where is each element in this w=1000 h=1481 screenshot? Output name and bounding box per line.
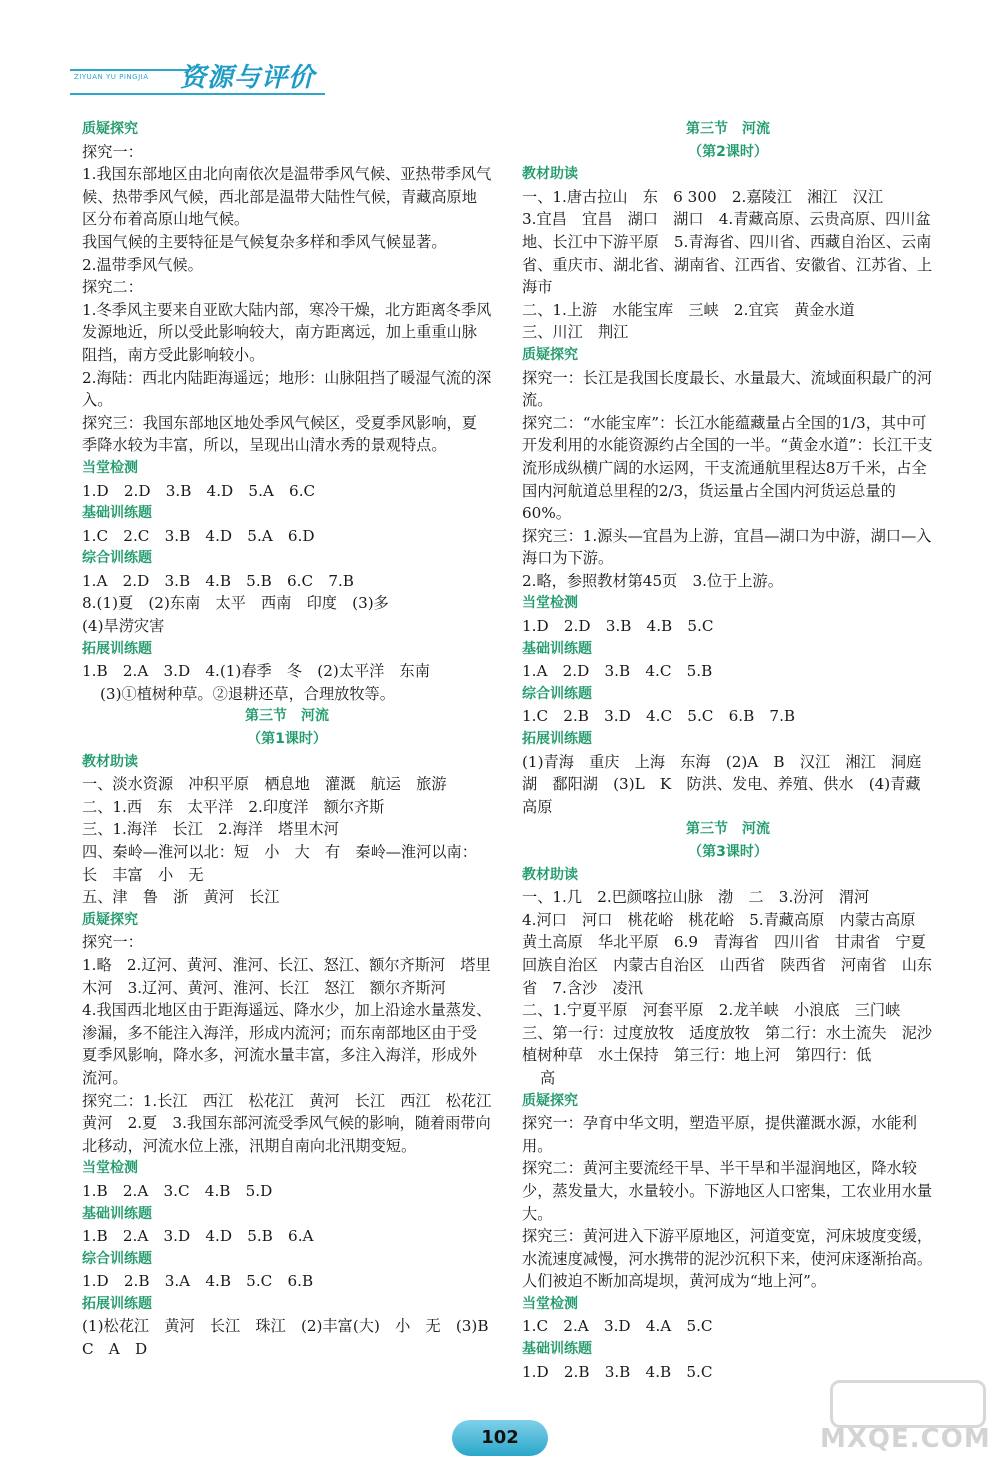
answer-line: 1.A 2.D 3.B 4.B 5.B 6.C 7.B [82, 571, 354, 590]
section-label: 综合训练题 [522, 685, 592, 702]
answer-line: 二、1.宁夏平原 河套平原 2.龙羊峡 小浪底 三门峡 [522, 1001, 901, 1020]
answer-line: 1.B 2.A 3.D 4.(1)春季 冬 (2)太平洋 东南 [82, 662, 430, 681]
section-label: 基础训练题 [82, 1205, 152, 1222]
answer-line: 探究三：我国东部地区地处季风气候区，受夏季风影响，夏季降水较为丰富，所以，呈现出山清水秀的景观特点。 [82, 413, 477, 455]
left-column [82, 118, 507, 1361]
answer-line: 1.A 2.D 3.B 4.C 5.B [522, 662, 713, 681]
answer-line: 探究一： [82, 933, 143, 952]
answer-line: (4)旱涝灾害 [82, 617, 165, 636]
answer-line: 探究二：黄河主要流经干旱、半干旱和半湿润地区，降水较少，蒸发量大，水量较小。下游地区人口密集，工农业用水量大。 [522, 1159, 933, 1223]
answer-line: 4.我国西北地区由于距海遥远、降水少，加上沿途水量蒸发、渗漏，多不能注入海洋，形成内流河；而东南部地区由于受夏季风影响，降水多，河流水量丰富，多注入海洋，形成外流河。 [82, 1001, 492, 1087]
answer-line: 8.(1)夏 (2)东南 太平 西南 印度 (3)多 [82, 594, 389, 613]
answer-line: 探究一：孕育中华文明，塑造平原，提供灌溉水源，水能利用。 [522, 1114, 917, 1155]
answer-line: 探究三：黄河进入下游平原地区，河道变宽，河床坡度变缓，水流速度减慢，河水携带的泥沙沉积下来，使河床逐渐抬高。人们被迫不断加高堤坝，黄河成为“地上河”。 [522, 1227, 933, 1291]
watermark-text: MXQE.COM [820, 1424, 991, 1454]
answer-line: 1.D 2.B 3.A 4.B 5.C 6.B [82, 1272, 314, 1291]
answer-line: 一、淡水资源 冲积平原 栖息地 灌溉 航运 旅游 [82, 775, 447, 794]
chapter-heading: （第1课时） [247, 731, 327, 748]
answer-line: 3.宜昌 宜昌 湖口 湖口 4.青藏高原、云贵高原、四川盆地、长江中下游平原 5.青海省、四川省、西藏自治区、云南省、重庆市、湖北省、湖南省、江西省、安徽省、江苏省、上海市 [522, 210, 933, 297]
answer-line: 1.C 2.A 3.D 4.A 5.C [522, 1317, 713, 1336]
section-label: 基础训练题 [82, 505, 152, 522]
answer-line: 二、1.西 东 太平洋 2.印度洋 额尔齐斯 [82, 797, 385, 816]
answer-line: 一、1.几 2.巴颜喀拉山脉 渤 二 3.汾河 渭河 [522, 888, 870, 907]
section-label: 拓展训练题 [82, 640, 152, 657]
section-label: 教材助读 [522, 166, 578, 183]
section-label: 综合训练题 [82, 1250, 152, 1267]
section-label: 当堂检测 [522, 595, 578, 612]
answer-line: 三、1.海洋 长江 2.海洋 塔里木河 [82, 820, 339, 839]
answer-line: 1.C 2.C 3.B 4.D 5.A 6.D [82, 526, 315, 545]
answer-line: 4.河口 河口 桃花峪 桃花峪 5.青藏高原 内蒙古高原 黄土高原 华北平原 6.9 青海省 四川省 甘肃省 宁夏回族自治区 内蒙古自治区 山西省 陕西省 河南省 山东省 7.含沙 凌汛 [522, 910, 933, 997]
section-label: 基础训练题 [522, 640, 592, 657]
chapter-heading: 第三节 河流 [686, 121, 770, 137]
section-label: 当堂检测 [522, 1295, 578, 1312]
answer-line: 1.我国东部地区由北向南依次是温带季风气候、亚热带季风气候、热带季风气候，西北部是温带大陆性气候，青藏高原地区分布着高原山地气候。 [82, 165, 492, 229]
section-label: 教材助读 [82, 753, 138, 770]
answer-line: 2.温带季风气候。 [82, 255, 203, 274]
answer-line: 探究二：“水能宝库”：长江水能蕴藏量占全国的1/3，其中可开发利用的水能资源约占全国的一半。“黄金水道”：长江干支流形成纵横广阔的水运网，干支流通航里程达8万千米，占全国内河航道总里程的2/3，货运量占全国内河货运总量的60%。 [522, 413, 933, 523]
answer-line: (1)松花江 黄河 长江 珠江 (2)丰富(大) 小 无 (3)B C A D [82, 1317, 504, 1359]
watermark-box [830, 1380, 986, 1428]
answer-line: 2.略，参照教材第45页 3.位于上游。 [522, 571, 783, 590]
header-underline [70, 93, 325, 95]
page-header [70, 55, 330, 100]
answer-line: 1.D 2.D 3.B 4.B 5.C [522, 617, 714, 636]
answer-line: 探究三：1.源头—宜昌为上游，宜昌—湖口为中游，湖口—入海口为下游。 [522, 526, 932, 568]
section-label: 质疑探究 [82, 911, 138, 928]
answer-line: 探究二：1.长江 西江 松花江 黄河 长江 西江 松花江 黄河 2.夏 3.我国东部河流受季风气候的影响，随着雨带向北移动，河流水位上涨，汛期自南向北汛期变短。 [82, 1091, 507, 1155]
section-label: 当堂检测 [82, 1160, 138, 1177]
section-label: 拓展训练题 [522, 731, 592, 748]
answer-line: 探究二： [82, 278, 143, 297]
answer-line: 1.D 2.D 3.B 4.D 5.A 6.C [82, 481, 316, 500]
answer-line: 高 [540, 1068, 556, 1087]
answer-line: 一、1.唐古拉山 东 6 300 2.嘉陵江 湘江 汉江 [522, 187, 884, 206]
chapter-heading: （第3课时） [688, 844, 768, 860]
section-label: 基础训练题 [522, 1341, 592, 1358]
section-label: 质疑探究 [522, 346, 578, 363]
chapter-heading: 第三节 河流 [686, 821, 770, 838]
header-arrow-line [70, 69, 190, 71]
page-number: 102 [452, 1420, 548, 1456]
answer-line: 二、1.上游 水能宝库 三峡 2.宜宾 黄金水道 [522, 300, 855, 319]
section-label: 拓展训练题 [82, 1295, 152, 1312]
right-column [522, 118, 948, 1383]
section-label: 质疑探究 [522, 1092, 578, 1109]
answer-line: 探究一： [82, 142, 143, 161]
answer-line: 1.C 2.B 3.D 4.C 5.C 6.B 7.B [522, 707, 796, 726]
section-label: 综合训练题 [82, 550, 152, 567]
answer-line: 1.略 2.辽河、黄河、淮河、长江、怒江、额尔齐斯河 塔里木河 3.辽河、黄河、淮河、长江 怒江 额尔齐斯河 [82, 955, 491, 997]
answer-line: (3)①植树种草。②退耕还草，合理放牧等。 [100, 684, 395, 703]
answer-line: 三、川江 荆江 [522, 323, 629, 342]
answer-line: 1.冬季风主要来自亚欧大陆内部，寒冷干燥，北方距离冬季风发源地近，所以受此影响较大，南方距离远，加上重重山脉阻挡，南方受此影响较小。 [82, 300, 492, 364]
section-label: 教材助读 [522, 866, 578, 883]
watermark-logo [820, 1380, 990, 1470]
answer-line: 我国气候的主要特征是气候复杂多样和季风气候显著。 [82, 232, 447, 251]
answer-line: 三、第一行：过度放牧 适度放牧 第二行：水土流失 泥沙 植树种草 水土保持 第三行：地上河 第四行：低 [522, 1023, 948, 1065]
answer-line: 1.D 2.B 3.B 4.B 5.C [522, 1362, 713, 1381]
header-subtitle: ZIYUAN YU PINGJIA [74, 73, 149, 81]
answer-line: 五、津 鲁 浙 黄河 长江 [82, 888, 280, 907]
answer-line: 1.B 2.A 3.D 4.D 5.B 6.A [82, 1227, 314, 1246]
answer-line: 2.海陆：西北内陆距海遥远；地形：山脉阻挡了暖湿气流的深入。 [82, 368, 492, 410]
answer-line: 四、秦岭—淮河以北：短 小 大 有 秦岭—淮河以南：长 丰富 小 无 [82, 843, 477, 884]
header-title: 资源与评价 [180, 63, 316, 93]
chapter-heading: （第2课时） [688, 143, 768, 160]
section-label: 当堂检测 [82, 459, 138, 476]
answer-line: 1.B 2.A 3.C 4.B 5.D [82, 1181, 273, 1200]
section-label: 质疑探究 [82, 121, 138, 137]
answer-line: 探究一：长江是我国长度最长、水量最大、流域面积最广的河流。 [522, 368, 933, 410]
answer-line: (1)青海 重庆 上海 东海 (2)A B 汉江 湘江 洞庭湖 鄱阳湖 (3)L K 防洪、发电、养殖、供水 (4)青藏高原 [522, 752, 922, 816]
chapter-heading: 第三节 河流 [245, 708, 329, 725]
